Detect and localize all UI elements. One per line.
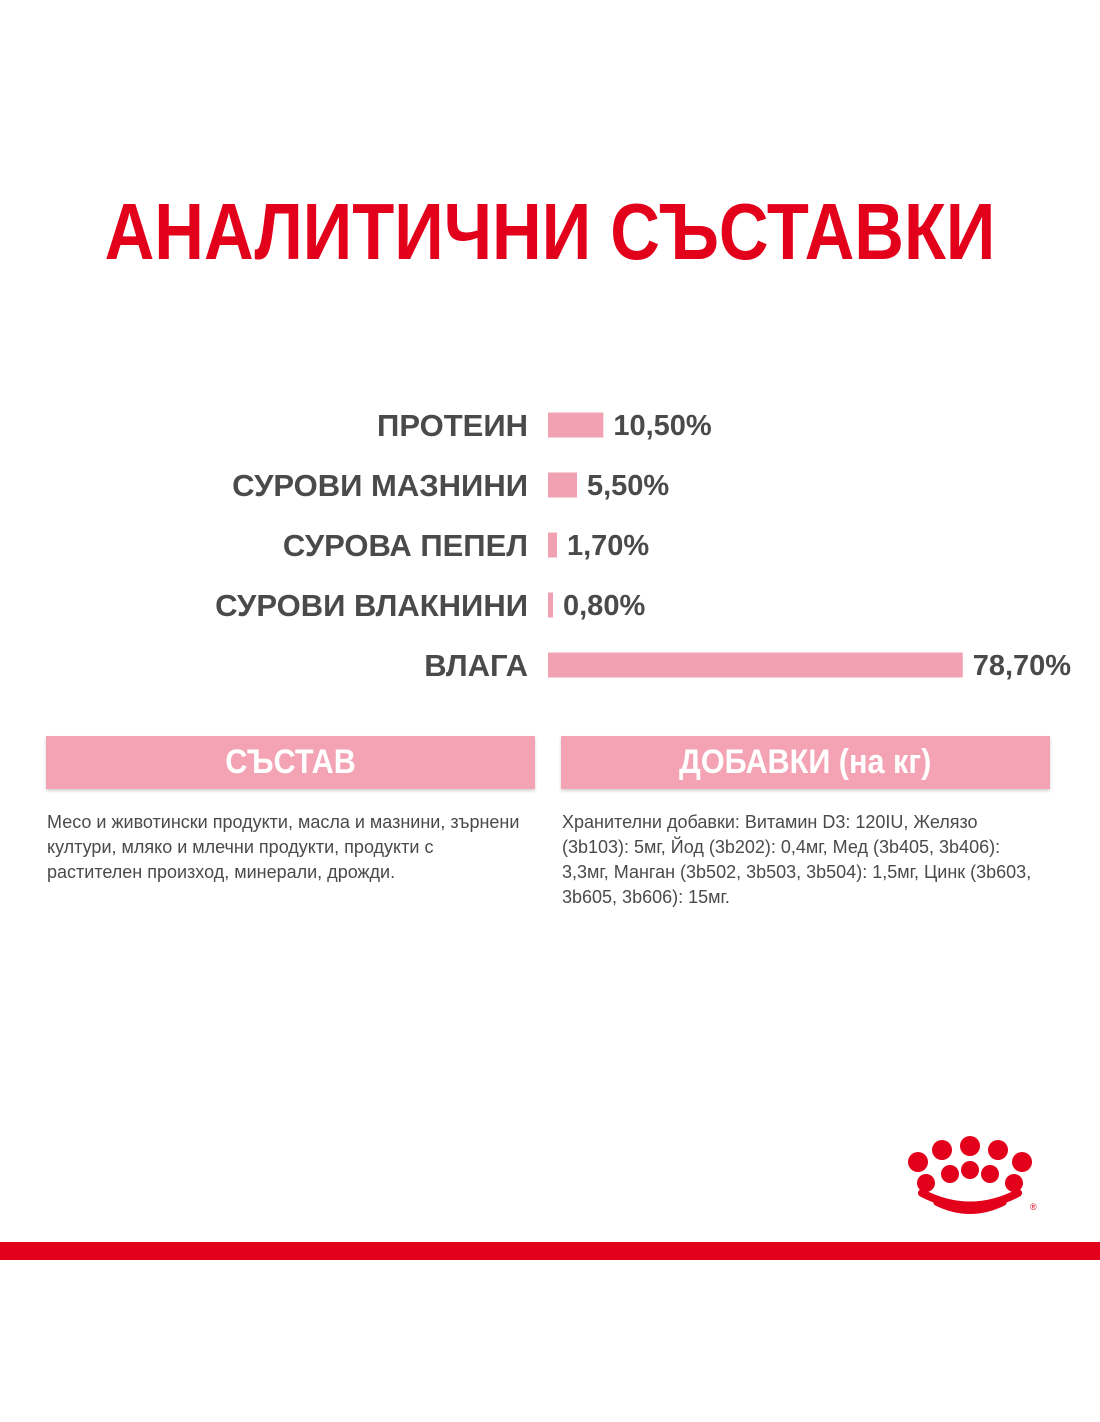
bar [548,593,553,618]
bar-value-label: 1,70% [566,530,650,562]
bar-category-label: ВЛАГА [424,648,528,683]
page-title: АНАЛИТИЧНИ СЪСТАВКИ [104,187,996,276]
composition-heading-label: СЪСТАВ [225,743,356,781]
composition-heading [46,736,535,789]
bar-value-label: 10,50% [613,410,712,442]
crown-logo-icon [900,1136,1040,1216]
nutrient-bar-chart [0,390,1100,700]
bar [548,473,577,498]
bar-category-label: ПРОТЕИН [377,408,528,443]
bar [548,413,603,438]
bar-category-label: СУРОВИ МАЗНИНИ [232,468,528,503]
additives-heading [561,736,1050,789]
bar [548,653,963,678]
additives-heading-label: ДОБАВКИ (на кг) [679,743,932,781]
bar [548,533,557,558]
composition-text: Месо и животински продукти, масла и мазнини, зърнени култури, мляко и млечни продукти, продукти с растителен произход, минерали, дрожди. [47,812,520,882]
registered-mark: ® [1030,1202,1037,1212]
bar-category-label: СУРОВА ПЕПЕЛ [282,528,528,563]
bar-value-label: 78,70% [972,650,1072,682]
footer-red-band [0,1242,1100,1260]
bar-value-label: 5,50% [586,470,670,502]
bar-value-label: 0,80% [563,590,646,622]
bar-category-label: СУРОВИ ВЛАКНИНИ [215,588,528,623]
additives-text: Хранителни добавки: Витамин D3: 120IU, Желязо (3b103): 5мг, Йод (3b202): 0,4мг, Мед (3b405, 3b406): 3,3мг, Манган (3b502, 3b503, 3b504): 1,5мг, Цинк (3b603, 3b605, 3b606): 15мг. [562,812,1032,907]
